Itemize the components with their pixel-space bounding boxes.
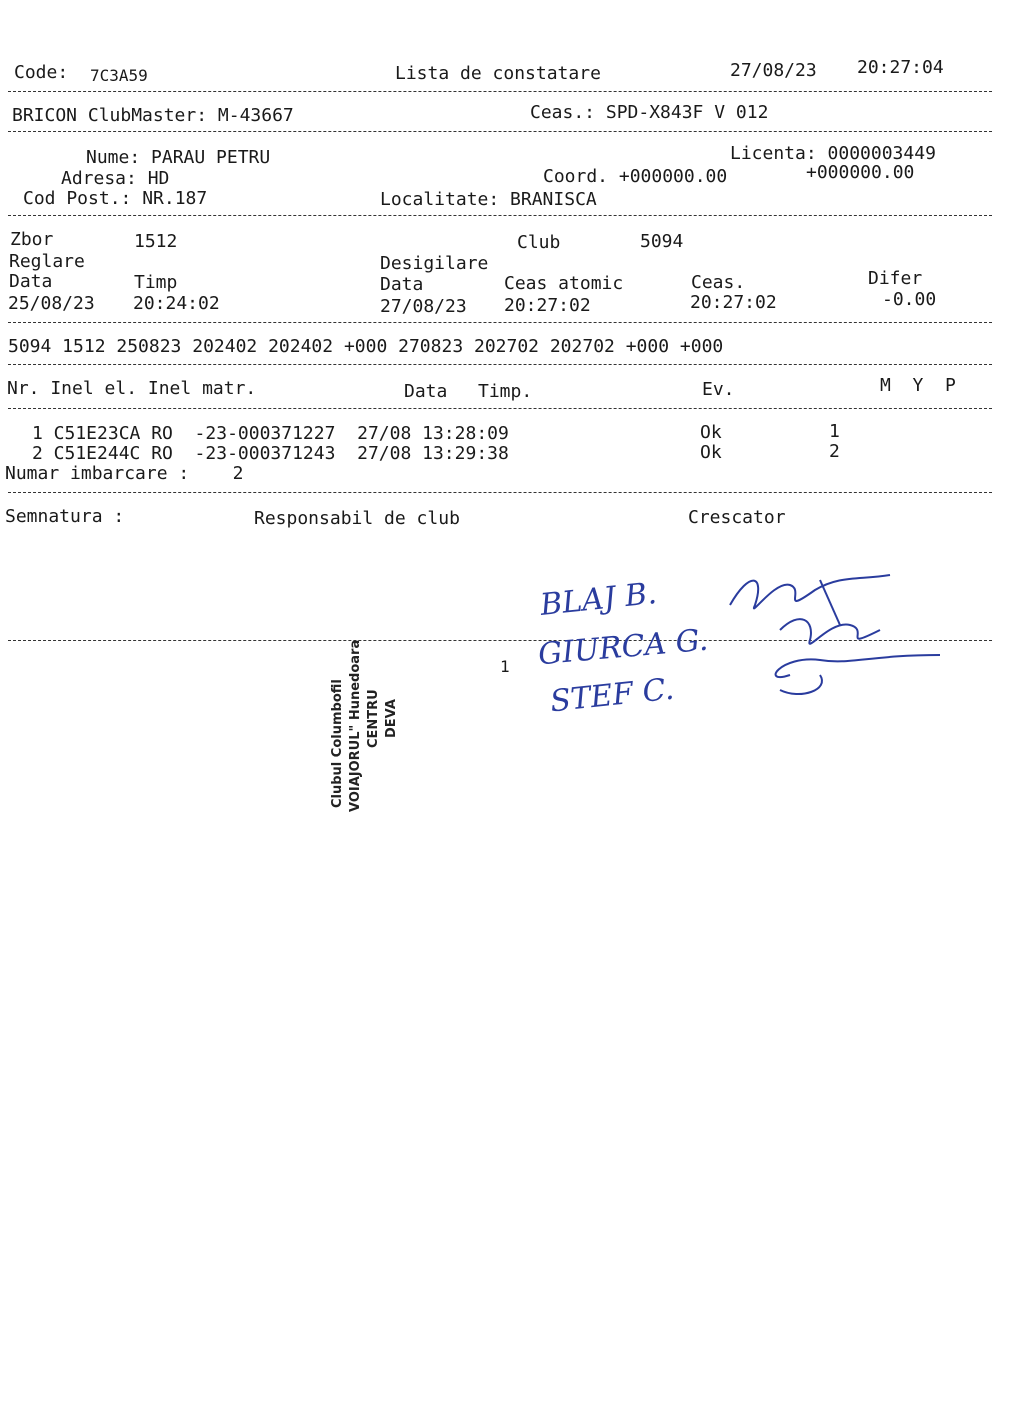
difer-label: Difer <box>868 268 923 289</box>
owner-coord: Coord. +000000.00 <box>543 166 728 187</box>
club-label: Club <box>517 232 561 253</box>
page-number: 1 <box>500 657 510 676</box>
handwritten-name-3: STEF C. <box>548 671 676 720</box>
signature-scribbles <box>720 560 950 710</box>
divider <box>8 364 992 365</box>
encoded-line: 5094 1512 250823 202402 202402 +000 270823 202702 202702 +000 +000 <box>8 336 724 357</box>
club-stamp <box>326 598 416 818</box>
divider <box>8 91 992 92</box>
des-date: 27/08/23 <box>380 296 467 317</box>
col-header-rings: Nr. Inel el. Inel matr. <box>7 378 257 399</box>
stamp-line-2: VOIAJORUL" Hunedoara <box>348 639 363 812</box>
divider <box>8 131 992 132</box>
handwritten-name-1: BLAJ B. <box>538 575 659 624</box>
club-value: 5094 <box>640 231 684 252</box>
zbor-label: Zbor <box>10 229 54 250</box>
signature-label: Semnatura : <box>5 506 125 527</box>
clock-time: 20:27:02 <box>690 292 777 313</box>
boarding-total: Numar imbarcare : 2 <box>5 463 244 484</box>
reg-date: 25/08/23 <box>8 293 95 314</box>
divider <box>8 492 992 493</box>
reg-timp-label: Timp <box>134 272 178 293</box>
document-title: Lista de constatare <box>395 63 601 84</box>
zbor-value: 1512 <box>134 231 178 252</box>
stamp-line-1: Clubul Columbofil <box>330 679 345 808</box>
reg-time: 20:24:02 <box>133 293 220 314</box>
header-time: 20:27:04 <box>857 57 944 78</box>
divider <box>8 322 992 323</box>
club-responsible-label: Responsabil de club <box>254 508 460 529</box>
col-header-date: Data <box>404 381 448 402</box>
stamp-line-4: DEVA <box>384 699 399 738</box>
difer-value: -0.00 <box>882 289 937 310</box>
row-m: 1 <box>829 421 840 442</box>
row-ev: Ok <box>700 442 722 463</box>
product-id: BRICON ClubMaster: M-43667 <box>12 105 294 126</box>
ceas-atomic-label: Ceas atomic <box>504 273 624 294</box>
reg-data-label: Data <box>9 271 53 292</box>
atomic-time: 20:27:02 <box>504 295 591 316</box>
des-data-label: Data <box>380 274 424 295</box>
desigilare-label: Desigilare <box>380 253 489 274</box>
owner-address: Adresa: HD <box>61 168 170 189</box>
owner-coord-2: +000000.00 <box>806 162 915 183</box>
divider <box>8 408 992 409</box>
row-ev: Ok <box>700 422 722 443</box>
col-header-ev: Ev. <box>702 379 735 400</box>
ceas-label: Ceas. <box>691 272 746 293</box>
owner-license: Licenta: 0000003449 <box>730 143 936 164</box>
clock-id: Ceas.: SPD-X843F V 012 <box>530 102 769 123</box>
owner-name: Nume: PARAU PETRU <box>86 147 271 168</box>
handwritten-name-2: GIURCA G. <box>536 622 710 673</box>
table-row: 1 C51E23CA RO -23-000371227 27/08 13:28:09 <box>32 423 509 444</box>
owner-postal: Cod Post.: NR.187 <box>23 188 208 209</box>
divider <box>8 215 992 216</box>
header-date: 27/08/23 <box>730 60 817 81</box>
code-label: Code: <box>14 62 69 83</box>
owner-locality: Localitate: BRANISCA <box>380 189 597 210</box>
stamp-line-3: CENTRU <box>366 689 381 748</box>
code-value: 7C3A59 <box>90 66 148 85</box>
reglare-label: Reglare <box>9 251 85 272</box>
row-m: 2 <box>829 441 840 462</box>
col-header-myp: M Y P <box>880 375 956 396</box>
col-header-time: Timp. <box>478 381 533 402</box>
breeder-label: Crescator <box>688 507 786 528</box>
table-row: 2 C51E244C RO -23-000371243 27/08 13:29:38 <box>32 443 509 464</box>
